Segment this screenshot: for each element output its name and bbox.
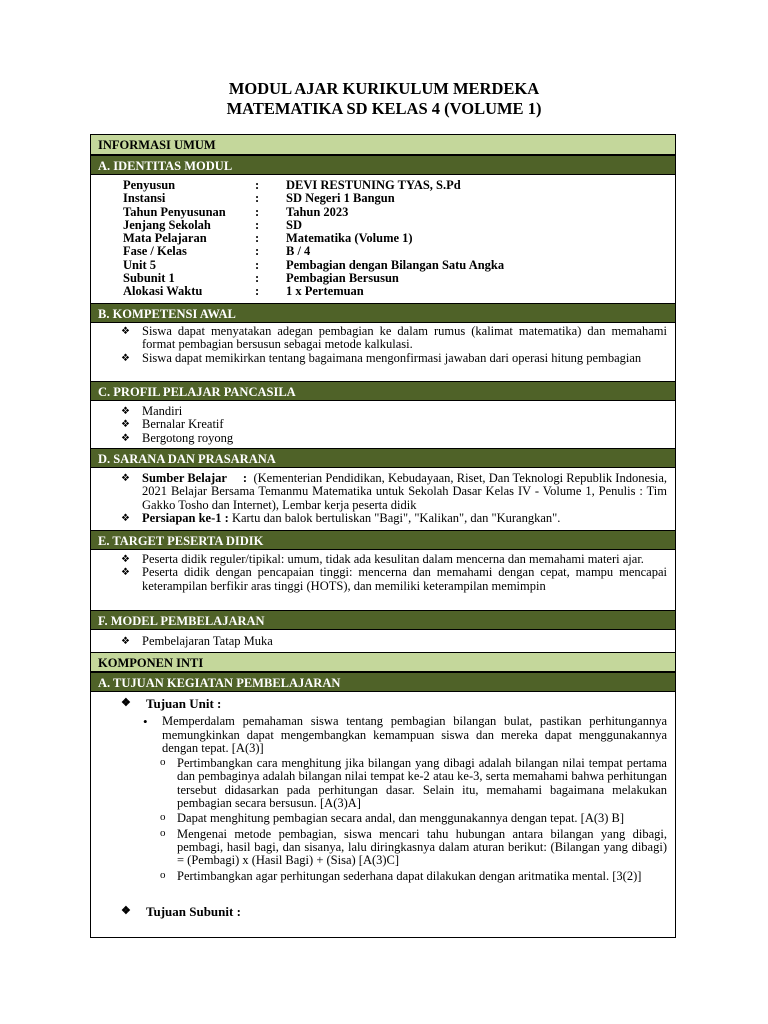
identitas-row: Penyusun : DEVI RESTUNING TYAS, S.Pd	[123, 178, 461, 192]
list-item: ❖ Bernalar Kreatif	[91, 418, 675, 431]
identitas-row: Fase / Kelas : B / 4	[123, 244, 311, 259]
kompetensi-section	[91, 325, 675, 365]
identitas-row: Mata Pelajaran : Matematika (Volume 1)	[123, 231, 413, 246]
model-section	[91, 635, 675, 648]
tujuan-subunit-label: ❖ Tujuan Subunit :	[91, 905, 675, 918]
identitas-row: Tahun Penyusunan : Tahun 2023	[123, 204, 349, 219]
list-item: o Pertimbangkan cara menghitung jika bilangan yang dibagi adalah bilangan nilai tempat pertama dan pembaginya adalah bilangan nilai tempat ke-2 atau ke-3, serta memahami bahwa perhitungan tersebut didasarkan pada perhitungan dasar. Selain itu, memahami bagaimana melakukan pembagian secara bersusun. [A(3)A]	[91, 757, 675, 810]
list-item: ❖ Peserta didik dengan pencapaian tinggi: mencerna dan memahami dengan cepat, mampu mencapai keterampilan berfikir aras tinggi (HOTS), dan memiliki keterampilan memimpin	[91, 566, 675, 593]
title-line-2: MATEMATIKA SD KELAS 4 (VOLUME 1)	[226, 99, 542, 118]
identitas-row: Unit 5 : Pembagian dengan Bilangan Satu Angka	[123, 257, 505, 272]
header-komponen-inti: KOMPONEN INTI	[91, 652, 675, 672]
identitas-row: Subunit 1 : Pembagian Bersusun	[123, 271, 399, 286]
list-item: ❖ Mandiri	[91, 405, 675, 418]
list-item: • Memperdalam pemahaman siswa tentang pembagian bilangan bulat, pastikan perhitungannya memungkinkan dapat mengembangkan kemampuan siswa dan mereka dapat menggunakannya dengan tepat. [A(3)]	[91, 715, 675, 755]
module-table	[90, 134, 676, 938]
list-item: o Mengenai metode pembagian, siswa mencari tahu hubungan antara bilangan yang dibagi, pembagi, hasil bagi, dan sisanya, lalu diringkasnya dalam aturan berikut: (Bilangan yang dibagi) = (Pembagi) x (Hasil Bagi) + (Sisa) [A(3)C]	[91, 828, 675, 868]
target-section	[91, 553, 675, 593]
list-item: ❖ Siswa dapat menyatakan adegan pembagian ke dalam rumus (kalimat matematika) dan memahami format pembagian bersusun sebagai metode kalkulasi.	[91, 325, 675, 352]
title-line-1: MODUL AJAR KURIKULUM MERDEKA	[228, 79, 540, 98]
header-target-peserta: E. TARGET PESERTA DIDIK	[91, 530, 675, 550]
identitas-section	[91, 179, 675, 299]
sumber-text: (Kementerian Pendidikan, Kebudayaan, Riset, Dan Teknologi Republik Indonesia, 2021 Belajar Bersama Temanmu Matematika untuk Sekolah Dasar Kelas IV - Volume 1, Penulis : Tim Gakko Tosho dan Internet), Lembar kerja peserta didik	[142, 471, 668, 512]
sarana-section	[91, 472, 675, 525]
list-item: ❖ Bergotong royong	[91, 432, 675, 445]
persiapan-text: Kartu dan balok bertuliskan "Bagi", "Kalikan", dan "Kurangkan".	[231, 510, 561, 525]
profil-section	[91, 405, 675, 445]
list-item: o Dapat menghitung pembagian secara andal, dan menggunakannya dengan tepat. [A(3) B]	[91, 812, 675, 825]
identitas-row: Jenjang Sekolah : SD	[123, 217, 302, 232]
persiapan-label: Persiapan ke-1 :	[142, 510, 229, 525]
list-item: o Pertimbangkan agar perhitungan sederhana dapat dilakukan dengan aritmatika mental. [3(2)]	[91, 870, 675, 883]
identitas-row: Instansi : SD Negeri 1 Bangun	[123, 191, 395, 206]
header-model-pembelajaran: F. MODEL PEMBELAJARAN	[91, 610, 675, 630]
header-tujuan-kegiatan: A. TUJUAN KEGIATAN PEMBELAJARAN	[91, 672, 675, 692]
header-kompetensi-awal: B. KOMPETENSI AWAL	[91, 303, 675, 323]
list-item: ❖ Siswa dapat memikirkan tentang bagaimana mengonfirmasi jawaban dari operasi hitung pembagian	[91, 352, 675, 365]
sumber-label: Sumber Belajar	[142, 471, 227, 485]
tujuan-section	[91, 697, 675, 918]
document-title	[0, 79, 768, 119]
identitas-row: Alokasi Waktu : 1 x Pertemuan	[123, 284, 364, 299]
sumber-separator: :	[242, 471, 248, 485]
list-item-persiapan	[91, 512, 675, 525]
header-profil-pelajar: C. PROFIL PELAJAR PANCASILA	[91, 381, 675, 401]
header-sarana-prasarana: D. SARANA DAN PRASARANA	[91, 448, 675, 468]
tujuan-unit-label: ❖ Tujuan Unit :	[91, 697, 675, 710]
list-item: ❖ Peserta didik reguler/tipikal: umum, tidak ada kesulitan dalam mencerna dan memahami materi ajar.	[91, 553, 675, 566]
list-item-sumber-belajar	[91, 472, 675, 512]
header-identitas-modul: A. IDENTITAS MODUL	[91, 155, 675, 175]
header-informasi-umum: INFORMASI UMUM	[91, 135, 675, 155]
list-item: ❖ Pembelajaran Tatap Muka	[91, 635, 675, 648]
